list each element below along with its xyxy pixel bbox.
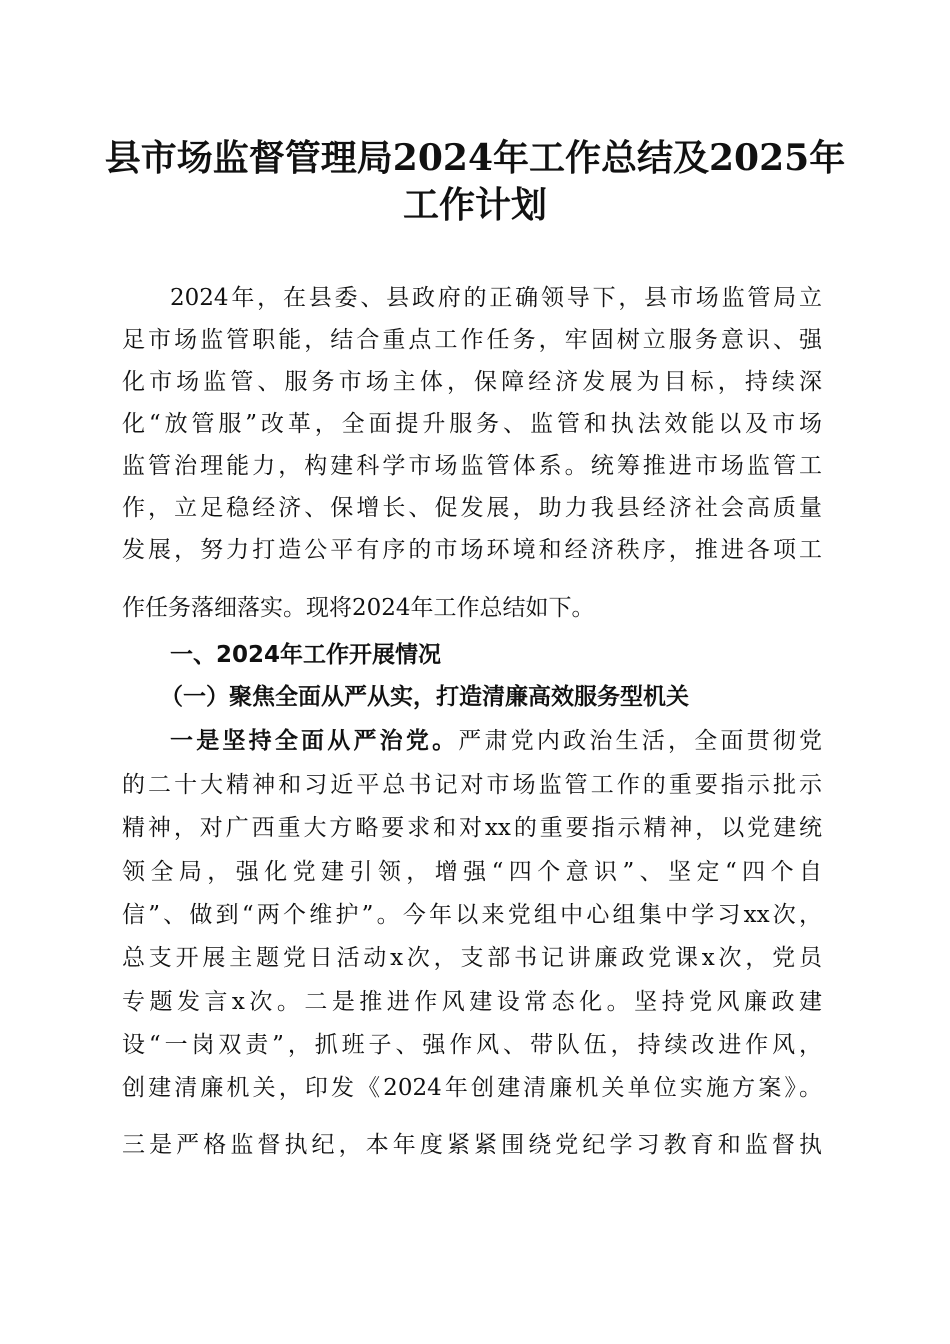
para-line: 信”、做到“两个维护”。今年以来党组中心组集中学习xx次， (122, 902, 822, 928)
para-line: 设“一岗双责”，抓班子、强作风、带队伍，持续改进作风， (122, 1032, 822, 1058)
intro-line: 2024年，在县委、县政府的正确领导下，县市场监管局立 (170, 285, 822, 311)
subsection-heading: （一）聚焦全面从严从实，打造清廉高效服务型机关 (160, 683, 689, 710)
intro-line: 监管治理能力，构建科学市场监管体系。统筹推进市场监管工 (122, 453, 822, 479)
intro-line: 发展，努力打造公平有序的市场环境和经济秩序，推进各项工 (122, 537, 822, 563)
document-title-line-1: 县市场监督管理局2024年工作总结及2025年 (104, 137, 846, 179)
intro-line: 作任务落细落实。现将2024年工作总结如下。 (122, 595, 595, 621)
para-line (170, 726, 822, 756)
para-line: 总支开展主题党日活动x次，支部书记讲廉政党课x次，党员 (122, 945, 822, 971)
intro-line: 作，立足稳经济、保增长、促发展，助力我县经济社会高质量 (122, 495, 822, 521)
para-line: 创建清廉机关，印发《2024年创建清廉机关单位实施方案》。 (122, 1075, 822, 1101)
document-title-line-2: 工作计划 (402, 184, 547, 226)
para-line: 领全局，强化党建引领，增强“四个意识”、坚定“四个自 (122, 859, 822, 885)
para-line: 的二十大精神和习近平总书记对市场监管工作的重要指示批示 (122, 772, 822, 798)
para-line: 精神，对广西重大方略要求和对xx的重要指示精神，以党建统 (122, 815, 822, 841)
para-lead-bold: 一是坚持全面从严治党。 (170, 727, 459, 754)
intro-line: 足市场监管职能，结合重点工作任务，牢固树立服务意识、强 (122, 327, 822, 353)
intro-line: 化市场监管、服务市场主体，保障经济发展为目标，持续深 (122, 369, 822, 395)
section-heading: 一、2024年工作开展情况 (170, 642, 442, 668)
para-line: 三是严格监督执纪，本年度紧紧围绕党纪学习教育和监督执 (122, 1132, 822, 1158)
intro-line: 化“放管服”改革，全面提升服务、监管和执法效能以及市场 (122, 411, 822, 437)
para-line: 专题发言x次。二是推进作风建设常态化。坚持党风廉政建 (122, 989, 822, 1015)
para-line-rest: 严肃党内政治生活，全面贯彻党 (458, 728, 823, 754)
